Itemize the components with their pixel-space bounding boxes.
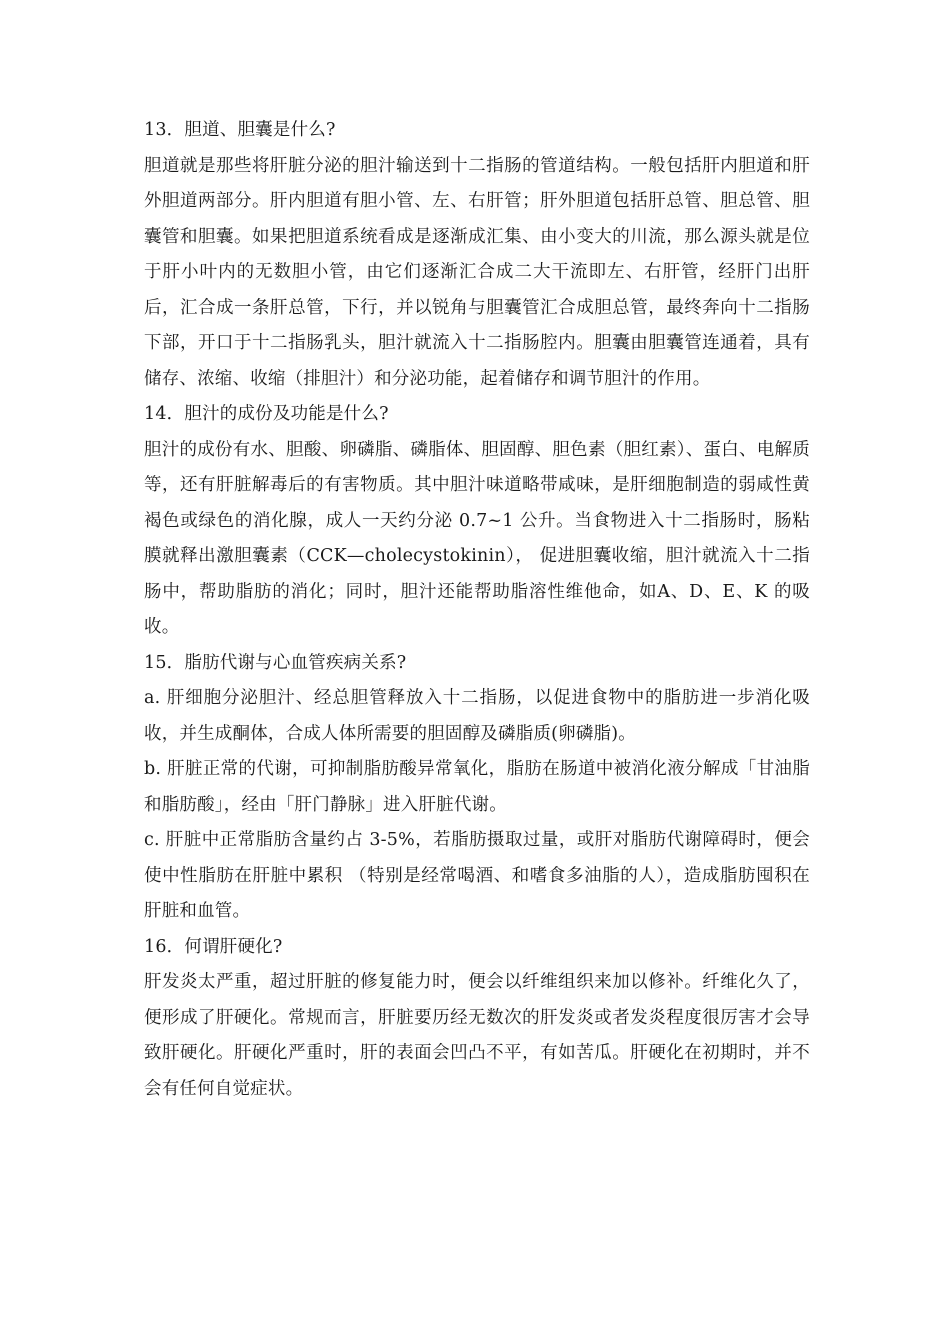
section-14 <box>144 397 810 646</box>
section-heading: 14．胆汁的成份及功能是什么? <box>144 404 389 424</box>
section-heading: 15．脂肪代谢与心血管疾病关系? <box>144 652 407 673</box>
section-paragraph: 胆汁的成份有水、胆酸、卵磷脂、磷脂体、胆固醇、胆色素（胆红素）、蛋白、电解质等，还有肝脏解毒后的有害物质。其中胆汁味道略带咸味，是肝细胞制造的弱咸性黄褐色或绿色的消化腺，成人一天约分泌 0.7~1 公升。当食物进入十二指肠时，肠粘膜就释出激胆囊素（CCK—cholecystokinin）， 促进胆囊收缩，胆汁就流入十二指肠中，帮助脂肪的消化；同时，胆汁还能帮助脂溶性维他命，如A、D、E、K 的吸收。 <box>144 439 810 637</box>
section-heading: 13．胆道、胆囊是什么? <box>144 120 336 140</box>
section-16 <box>144 930 810 1108</box>
section-paragraph: 胆道就是那些将肝脏分泌的胆汁输送到十二指肠的管道结构。一般包括肝内胆道和肝外胆道两部分。肝内胆道有胆小管、左、右肝管；肝外胆道包括肝总管、胆总管、胆囊管和胆囊。如果把胆道系统看成是逐渐成汇集、由小变大的川流，那么源头就是位于肝小叶内的无数胆小管，由它们逐渐汇合成二大干流即左、右肝管，经肝门出肝后，汇合成一条肝总管，下行，并以锐角与胆囊管汇合成胆总管，最终奔向十二指肠下部，开口于十二指肠乳头，胆汁就流入十二指肠腔内。胆囊由胆囊管连通着，具有储存、浓缩、收缩（排胆汁）和分泌功能，起着储存和调节胆汁的作用。 <box>144 155 810 389</box>
document-content <box>144 113 810 1107</box>
section-13 <box>144 113 810 397</box>
section-15 <box>144 646 810 930</box>
list-item-c: c. 肝脏中正常脂肪含量约占 3-5%，若脂肪摄取过量，或肝对脂肪代谢障碍时，便会使中性脂肪在肝脏中累积 （特别是经常喝酒、和嗜食多油脂的人），造成脂肪囤积在肝脏和血管。 <box>144 830 810 921</box>
section-paragraph: 肝发炎太严重，超过肝脏的修复能力时，便会以纤维组织来加以修补。纤维化久了，便形成了肝硬化。常规而言，肝脏要历经无数次的肝发炎或者发炎程度很厉害才会导致肝硬化。肝硬化严重时，肝的表面会凹凸不平，有如苦瓜。肝硬化在初期时，并不会有任何自觉症状。 <box>144 972 810 1099</box>
list-item-b: b. 肝脏正常的代谢，可抑制脂肪酸异常氧化，脂肪在肠道中被消化液分解成「甘油脂和脂肪酸」，经由「肝门静脉」进入肝脏代谢。 <box>144 759 810 815</box>
list-item-a: a. 肝细胞分泌胆汁、经总胆管释放入十二指肠，以促进食物中的脂肪进一步消化吸收，并生成酮体，合成人体所需要的胆固醇及磷脂质(卵磷脂)。 <box>144 688 810 744</box>
section-heading: 16．何谓肝硬化? <box>144 936 283 957</box>
